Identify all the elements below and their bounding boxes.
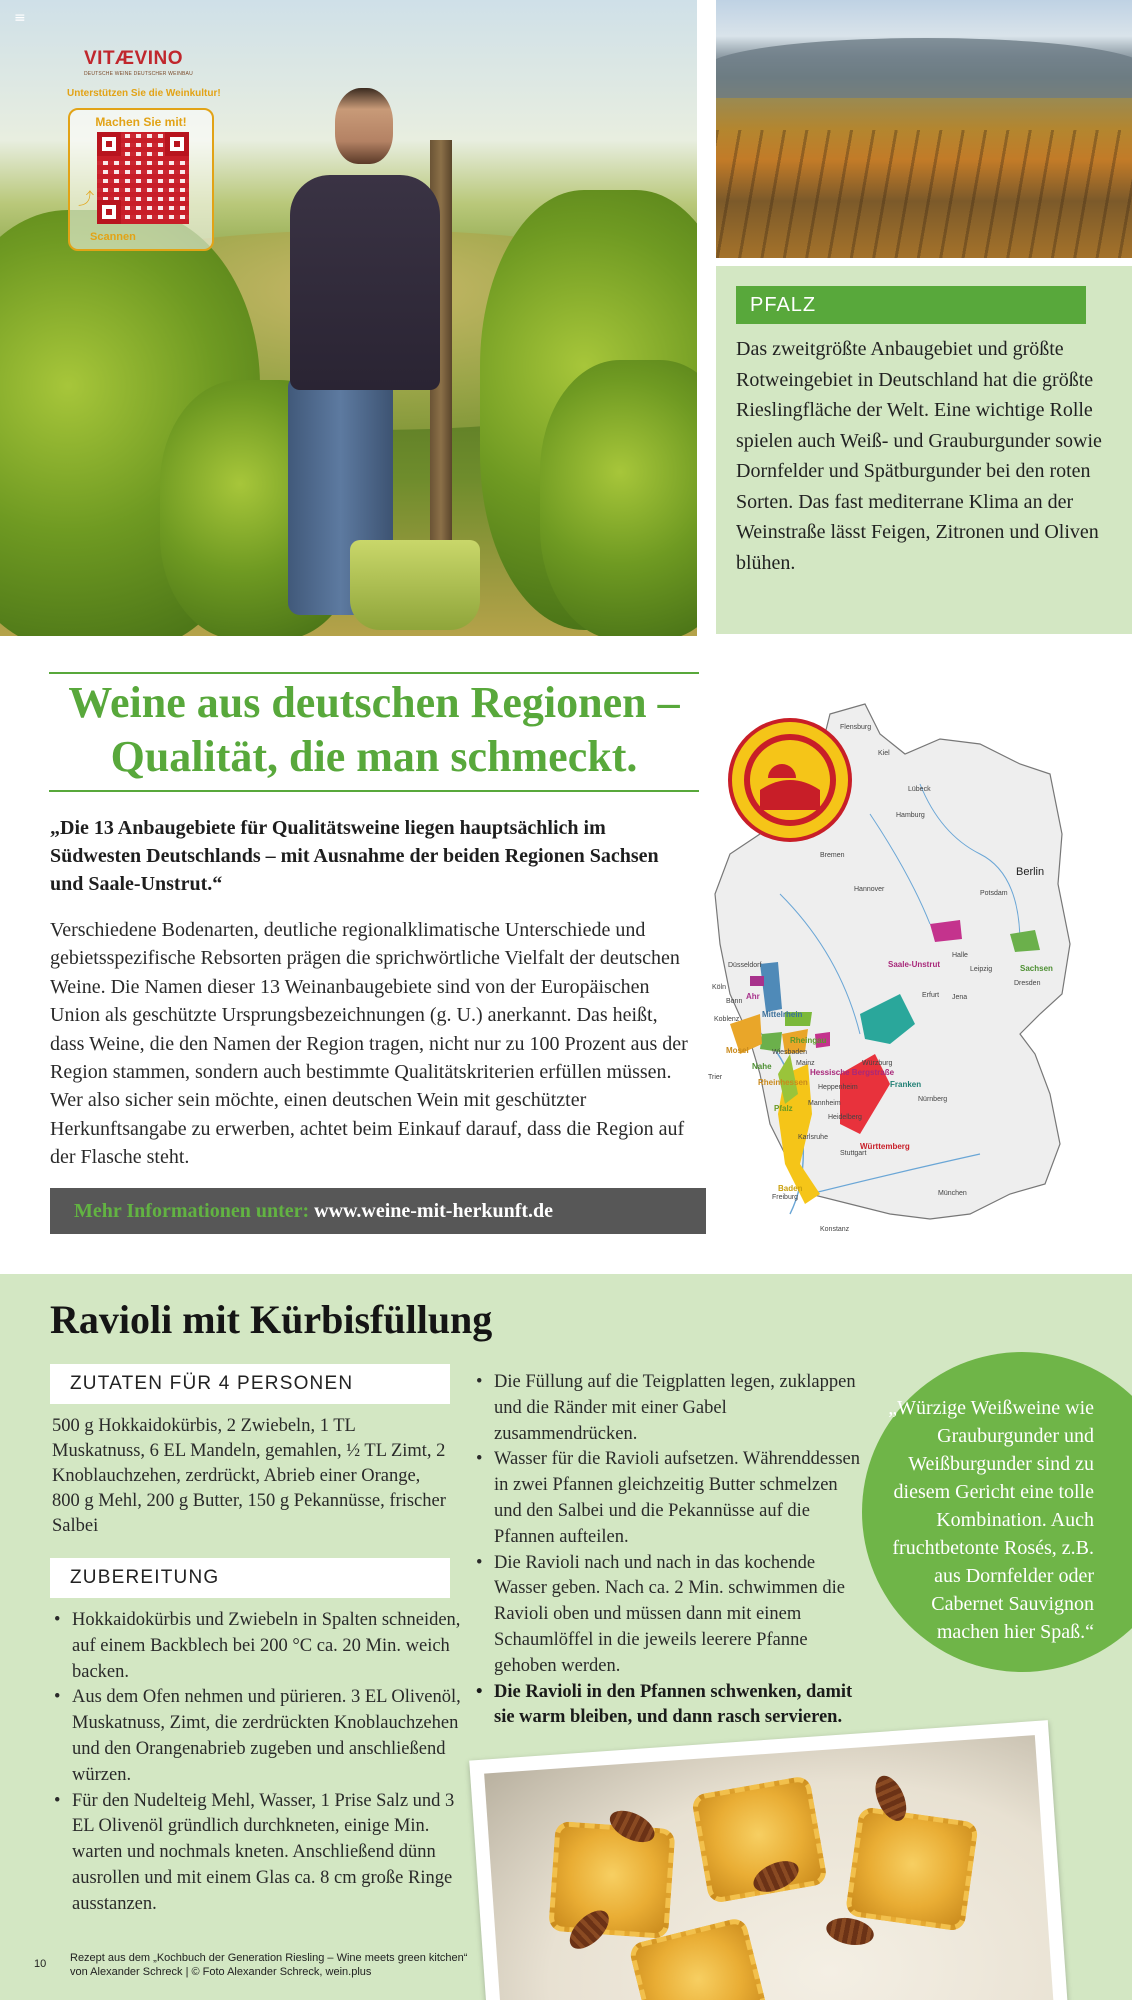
step-item: • Wasser für die Ravioli aufsetzen. Währenddessen in zwei Pfannen gleichzeitig Butter schmelzen und den Salbei und die Pekannüsse auf die Pfannen aufteilen.	[474, 1447, 864, 1550]
map-city-hamburg: Hamburg	[896, 812, 925, 819]
region-sachsen-shape	[1010, 930, 1040, 952]
map-city-halle: Halle	[952, 952, 968, 959]
map-city-duesseldorf: Düsseldorf	[728, 962, 762, 969]
step-item: • Aus dem Ofen nehmen und pürieren. 3 EL Olivenöl, Muskatnuss, Zimt, die zerdrückten Knoblauchzehen und den Orangenabrieb zugeben und anschließend würzen.	[52, 1685, 462, 1788]
map-city-muenchen: München	[938, 1190, 967, 1197]
map-city-hannover: Hannover	[854, 886, 885, 893]
step-item-final: • Die Ravioli in den Pfannen schwenken, damit sie warm bleiben, und dann rasch servieren.	[474, 1680, 864, 1732]
map-city-mainz: Mainz	[796, 1060, 815, 1067]
pdo-seal	[728, 718, 852, 842]
step-item: • Die Füllung auf die Teigplatten legen, zuklappen und die Ränder mit einer Gabel zusammendrücken.	[474, 1370, 864, 1447]
map-city-bremen: Bremen	[820, 852, 845, 859]
map-city-luebeck: Lübeck	[908, 786, 931, 793]
map-city-bonn: Bonn	[726, 998, 743, 1005]
map-city-koeln: Köln	[712, 984, 727, 991]
scan-label: Scannen	[90, 231, 136, 243]
map-city-wiesbaden: Wiesbaden	[772, 1049, 808, 1056]
germany-wine-regions-map	[690, 694, 1130, 1254]
step-item: • Hokkaidokürbis und Zwiebeln in Spalten schneiden, auf einem Backblech bei 200 °C ca. 20 Min. weich backen.	[52, 1608, 462, 1685]
map-city-karlsruhe: Karlsruhe	[798, 1134, 828, 1141]
map-region-wuerttemberg: Württemberg	[860, 1142, 910, 1151]
step-item: • Für den Nudelteig Mehl, Wasser, 1 Prise Salz und 3 EL Olivenöl gründlich durchkneten, einige Min. warten und nochmals kneten. Anschließend dünn ausrollen und mit einem Glas ca. 8 cm große Ringe ausstanzen.	[52, 1789, 462, 1918]
recipe-credit	[70, 1951, 470, 1979]
preparation-steps-right	[474, 1370, 864, 1731]
credit-line-2: von Alexander Schreck | © Foto Alexander Schreck, wein.plus	[70, 1966, 372, 1978]
vitaevino-logo-text: VITÆVINO	[84, 48, 184, 69]
map-city-potsdam: Potsdam	[980, 890, 1008, 897]
pfalz-landscape-photo	[716, 0, 1132, 258]
map-region-mittelrhein: Mittelrhein	[762, 1010, 803, 1019]
info-bar[interactable]	[50, 1188, 706, 1234]
map-city-kiel: Kiel	[878, 750, 890, 757]
qr-code-icon[interactable]	[97, 132, 189, 224]
map-city-konstanz: Konstanz	[820, 1226, 850, 1233]
map-region-rheinhessen: Rheinhessen	[758, 1078, 808, 1087]
vitaevino-logo[interactable]	[84, 48, 193, 77]
map-region-rheingau: Rheingau	[790, 1036, 827, 1045]
article-body: Verschiedene Bodenarten, deutliche regionalklimatische Unterschiede und gebietsspezifische Rebsorten prägen die sprichwörtliche Vielfalt der deutschen Weine. Die Namen dieser 13 Weinanbaugebiete sind von der Europäischen Union als geschützte Ursprungsbezeichnungen (g. U.) anerkannt. Das heißt, dass Weine, die den Namen der Region tragen, nicht nur zu 100 Prozent aus der Region stammen, sondern auch bestimmte Qualitätskriterien erfüllen müssen. Wer also sicher sein möchte, einen deutschen Wein mit geschützter Herkunftsangabe zu erwerben, achtet beim Einkauf darauf, dass die Region auf der Flasche steht.	[50, 919, 688, 1169]
map-region-franken: Franken	[890, 1080, 922, 1089]
ingredients-heading: ZUTATEN FÜR 4 PERSONEN	[50, 1364, 450, 1404]
region-ahr-shape	[750, 976, 764, 986]
pfalz-text: Das zweitgrößte Anbaugebiet und größte Rotweingebiet in Deutschland hat die größte Rieslingfläche der Welt. Eine wichtige Rolle spielen auch Weiß- und Grauburgunder sowie Dornfelder und Spätburgunder bei den roten Sorten. Das fast mediterrane Klima an der Weinstraße lässt Feigen, Zitronen und Oliven blühen.	[736, 338, 1102, 574]
map-region-mosel: Mosel	[726, 1046, 749, 1055]
article-lead: „Die 13 Anbaugebiete für Qualitätsweine liegen hauptsächlich im Südwesten Deutschlands – mit Ausnahme der beiden Regionen Sachsen und Saale-Unstrut.“	[50, 817, 659, 895]
ingredients-text: 500 g Hokkaidokürbis, 2 Zwiebeln, 1 TL Muskatnuss, 6 EL Mandeln, gemahlen, ½ TL Zimt, 2 Knoblauchzehen, zerdrückt, Abrieb einer Orange, 800 g Mehl, 200 g Butter, 150 g Pekannüsse, frischer Salbei	[52, 1416, 446, 1536]
headline-line-2: Qualität, die man schmeckt.	[110, 732, 638, 781]
map-city-erfurt: Erfurt	[922, 992, 940, 999]
germany-map-svg	[690, 694, 1130, 1254]
wine-pairing-quote: „Würzige Weißweine wie Grauburgunder und Weißburgunder sind zu diesem Gericht eine tolle Kombination. Auch fruchtbetonte Rosés, z.B. aus Dornfelder oder Cabernet Sauvignon machen hier Spaß.“	[888, 1397, 1094, 1643]
map-city-nuernberg: Nürnberg	[918, 1096, 948, 1103]
map-region-saale-unstrut: Saale-Unstrut	[888, 960, 941, 969]
preparation-steps-left	[52, 1608, 462, 1918]
qr-title: Machen Sie mit!	[95, 115, 187, 129]
preparation-heading: ZUBEREITUNG	[50, 1558, 450, 1598]
map-city-heidelberg: Heidelberg	[828, 1114, 862, 1121]
map-region-pfalz: Pfalz	[774, 1104, 793, 1113]
map-city-trier: Trier	[708, 1074, 723, 1081]
page-headline	[40, 676, 708, 784]
info-url-link[interactable]: www.weine-mit-herkunft.de	[314, 1200, 554, 1222]
badge-tagline: Unterstützen Sie die Weinkultur!	[67, 88, 221, 99]
curved-arrow-icon: ⤴	[78, 189, 95, 208]
map-region-hessische-bergstrasse: Hessische Bergstraße	[810, 1068, 895, 1077]
map-region-ahr: Ahr	[746, 992, 760, 1001]
map-city-flensburg: Flensburg	[840, 724, 872, 731]
vitaevino-logo-subtext: DEUTSCHE WEINE DEUTSCHER WEINBAU	[84, 71, 193, 77]
map-region-nahe: Nahe	[752, 1062, 772, 1071]
map-city-freiburg: Freiburg	[772, 1194, 799, 1201]
map-city-dresden: Dresden	[1014, 980, 1041, 987]
ravioli-photo	[469, 1720, 1071, 2000]
headline-rule-bottom	[49, 790, 699, 792]
map-city-koblenz: Koblenz	[714, 1016, 740, 1023]
headline-rule-top	[49, 672, 699, 674]
headline-line-1: Weine aus deutschen Regionen –	[68, 678, 680, 727]
credit-line-1: Rezept aus dem „Kochbuch der Generation Riesling – Wine meets green kitchen“	[70, 1952, 468, 1964]
map-city-heppenheim: Heppenheim	[818, 1084, 858, 1091]
menu-icon[interactable]: ≡	[14, 10, 26, 26]
map-region-sachsen: Sachsen	[1020, 964, 1053, 973]
map-city-stuttgart: Stuttgart	[840, 1150, 867, 1157]
map-city-mannheim: Mannheim	[808, 1100, 841, 1107]
map-city-wuerzburg: Würzburg	[862, 1060, 893, 1067]
map-city-berlin: Berlin	[1016, 866, 1045, 878]
pfalz-label: PFALZ	[736, 286, 1086, 324]
qr-code-box[interactable]	[68, 108, 214, 251]
recipe-title: Ravioli mit Kürbisfüllung	[50, 1297, 493, 1342]
pfalz-info-box	[716, 266, 1132, 634]
map-region-baden: Baden	[778, 1184, 803, 1193]
page-number: 10	[34, 1958, 47, 1970]
map-city-jena: Jena	[952, 994, 968, 1001]
map-city-leipzig: Leipzig	[970, 966, 993, 973]
step-item: • Die Ravioli nach und nach in das kochende Wasser geben. Nach ca. 2 Min. schwimmen die Ravioli oben und müssen dann mit einem Schaumlöffel in die jeweils leerere Pfanne gehoben werden.	[474, 1551, 864, 1680]
info-label: Mehr Informationen unter:	[74, 1200, 310, 1222]
